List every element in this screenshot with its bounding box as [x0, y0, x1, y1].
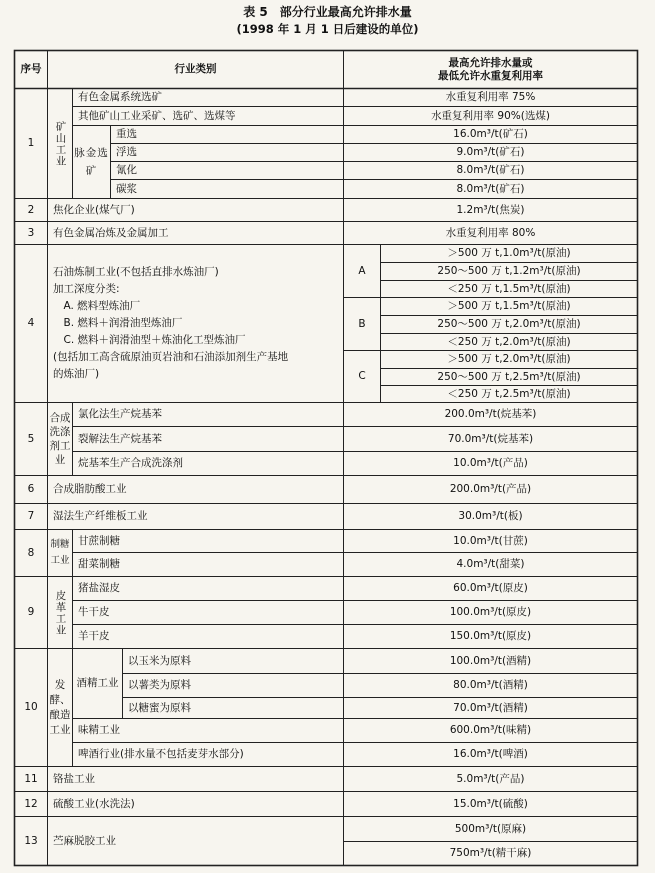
header-limit-line1: 最高允许排水量或: [448, 56, 533, 69]
row9-b: 牛干皮: [78, 606, 110, 618]
row4-class-a: A: [358, 264, 366, 277]
row10-c: 啤酒行业(排水量不包括麦芽水部分): [78, 748, 244, 760]
row2-category: 焦化企业(煤气厂): [53, 203, 135, 216]
row9-b-value: 100.0m³/t(原皮): [449, 606, 532, 618]
row4-c-value: ＜250 万 t,2.5m³/t(原油): [447, 387, 571, 400]
row12-no: 12: [24, 797, 38, 810]
row13-a-value: 500m³/t(原麻): [454, 822, 527, 835]
row5-a-value: 200.0m³/t(烷基苯): [444, 408, 537, 420]
row10-s3: 以糖蜜为原料: [128, 701, 191, 714]
row1-s4: 碳浆: [116, 182, 137, 195]
row8-no: 8: [27, 546, 35, 559]
row9-c-value: 150.0m³/t(原皮): [449, 630, 532, 642]
row7-no: 7: [27, 510, 35, 522]
row10-s2-value: 80.0m³/t(酒精): [453, 679, 528, 691]
row9-group: 皮革工业: [54, 589, 67, 636]
row1-no: 1: [27, 137, 35, 149]
row12-category: 硫酸工业(水洗法): [53, 797, 135, 810]
header-category: 行业类别: [174, 63, 217, 75]
row4-desc-line: C. 燃料＋润滑油型＋炼油化工型炼油厂: [53, 334, 246, 346]
row3-category: 有色金属冶炼及金属加工: [53, 226, 169, 239]
row13-category: 苎麻脱胶工业: [53, 834, 116, 847]
row3-value: 水重复利用率 80%: [445, 226, 536, 239]
row12-value: 15.0m³/t(硫酸): [453, 797, 528, 810]
row10-c-value: 16.0m³/t(啤酒): [453, 748, 528, 760]
row1-s1: 重选: [116, 128, 137, 140]
row4-desc-line: (包括加工高含硫原油页岩油和石油添加剂生产基地: [53, 351, 289, 363]
row10-group: 发酵、酿造工业: [49, 678, 71, 736]
row6-no: 6: [27, 483, 35, 495]
row11-value: 5.0m³/t(产品): [456, 772, 525, 785]
row1-group: 矿山工业: [54, 120, 67, 167]
row1-s1-value: 16.0m³/t(矿石): [453, 128, 528, 140]
row1-s4-value: 8.0m³/t(矿石): [456, 182, 525, 195]
row8-a-value: 10.0m³/t(甘蔗): [453, 534, 528, 547]
row1-a-value: 水重复利用率 75%: [445, 91, 536, 103]
row9-no: 9: [27, 606, 35, 618]
row4-a-value: 250～500 万 t,1.2m³/t(原油): [437, 265, 581, 277]
row1-b: 其他矿山工业采矿、选矿、选煤等: [78, 109, 236, 122]
row8-a: 甘蔗制糖: [78, 534, 120, 547]
row4-desc-line: 的炼油厂): [53, 368, 100, 380]
header-limit-line2: 最低允许水重复利用率: [438, 69, 543, 82]
row1-a: 有色金属系统选矿: [78, 91, 162, 103]
row10-no: 10: [24, 701, 38, 713]
row1-s3-value: 8.0m³/t(矿石): [456, 164, 525, 176]
row10-s1-value: 100.0m³/t(酒精): [449, 654, 532, 667]
row10-s1: 以玉米为原料: [128, 654, 191, 667]
row5-group: 合成洗涤剂工业: [49, 412, 71, 466]
row7-value: 30.0m³/t(板): [458, 510, 523, 522]
row13-b-value: 750m³/t(精干麻): [449, 847, 532, 859]
row4-c-value: 250～500 万 t,2.5m³/t(原油): [437, 370, 581, 383]
row5-no: 5: [27, 432, 35, 445]
row10-s3-value: 70.0m³/t(酒精): [453, 701, 528, 714]
row11-category: 铬盐工业: [53, 772, 95, 785]
row1-b-value: 水重复利用率 90%(选煤): [431, 109, 550, 122]
row4-b-value: 250～500 万 t,2.0m³/t(原油): [437, 318, 581, 330]
row9-c: 羊干皮: [78, 630, 110, 642]
row4-b-value: ＜250 万 t,2.0m³/t(原油): [447, 335, 571, 348]
row5-b-value: 70.0m³/t(烷基苯): [447, 432, 534, 445]
row4-class-c: C: [358, 370, 366, 382]
row13-no: 13: [24, 834, 38, 847]
row8-b: 甜菜制糖: [78, 558, 120, 570]
row10-b: 味精工业: [78, 724, 120, 736]
row2-value: 1.2m³/t(焦炭): [456, 203, 525, 216]
row4-c-value: ＞500 万 t,2.0m³/t(原油): [447, 353, 571, 365]
row3-no: 3: [27, 226, 35, 239]
row1-s3: 氰化: [116, 164, 137, 176]
table-title: 表 5 部分行业最高允许排水量: [243, 5, 412, 19]
row9-a: 猪盐湿皮: [78, 582, 120, 594]
row4-desc-line: 加工深度分类:: [53, 283, 120, 295]
row4-a-value: ＜250 万 t,1.5m³/t(原油): [447, 282, 571, 295]
row4-description: [48, 245, 343, 402]
header-no: 序号: [20, 63, 42, 75]
row4-b-value: ＞500 万 t,1.5m³/t(原油): [447, 300, 571, 312]
row11-no: 11: [24, 772, 38, 785]
row4-a-value: ＞500 万 t,1.0m³/t(原油): [447, 247, 571, 259]
row5-a: 氯化法生产烷基苯: [78, 408, 162, 420]
row10-sub-group: 酒精工业: [76, 677, 119, 689]
header-limit: [344, 51, 637, 88]
row6-value: 200.0m³/t(产品): [449, 483, 532, 495]
row8-group: 制糖工业: [50, 539, 70, 566]
row4-class-b: B: [358, 317, 366, 330]
row10-s2: 以薯类为原料: [128, 679, 191, 691]
row4-no: 4: [27, 317, 35, 329]
row5-b: 裂解法生产烷基苯: [78, 432, 162, 445]
row10-b-value: 600.0m³/t(味精): [449, 724, 532, 736]
row2-no: 2: [27, 203, 35, 216]
row4-desc-line: A. 燃料型炼油厂: [53, 300, 141, 312]
table-subtitle: (1998 年 1 月 1 日后建设的单位): [236, 22, 419, 36]
row4-desc-line: 石油炼制工业(不包括直排水炼油厂): [53, 266, 219, 278]
row1-sub-group: 脉金选矿: [74, 147, 109, 177]
row5-c-value: 10.0m³/t(产品): [453, 457, 528, 469]
row1-s2-value: 9.0m³/t(矿石): [456, 146, 525, 158]
row5-c: 烷基苯生产合成洗涤剂: [78, 457, 183, 469]
row8-b-value: 4.0m³/t(甜菜): [456, 558, 525, 570]
row1-s2: 浮选: [116, 146, 137, 158]
row7-category: 湿法生产纤维板工业: [53, 510, 148, 522]
row4-desc-line: B. 燃料＋润滑油型炼油厂: [53, 317, 183, 329]
row9-a-value: 60.0m³/t(原皮): [453, 582, 528, 594]
row6-category: 合成脂肪酸工业: [53, 483, 127, 495]
